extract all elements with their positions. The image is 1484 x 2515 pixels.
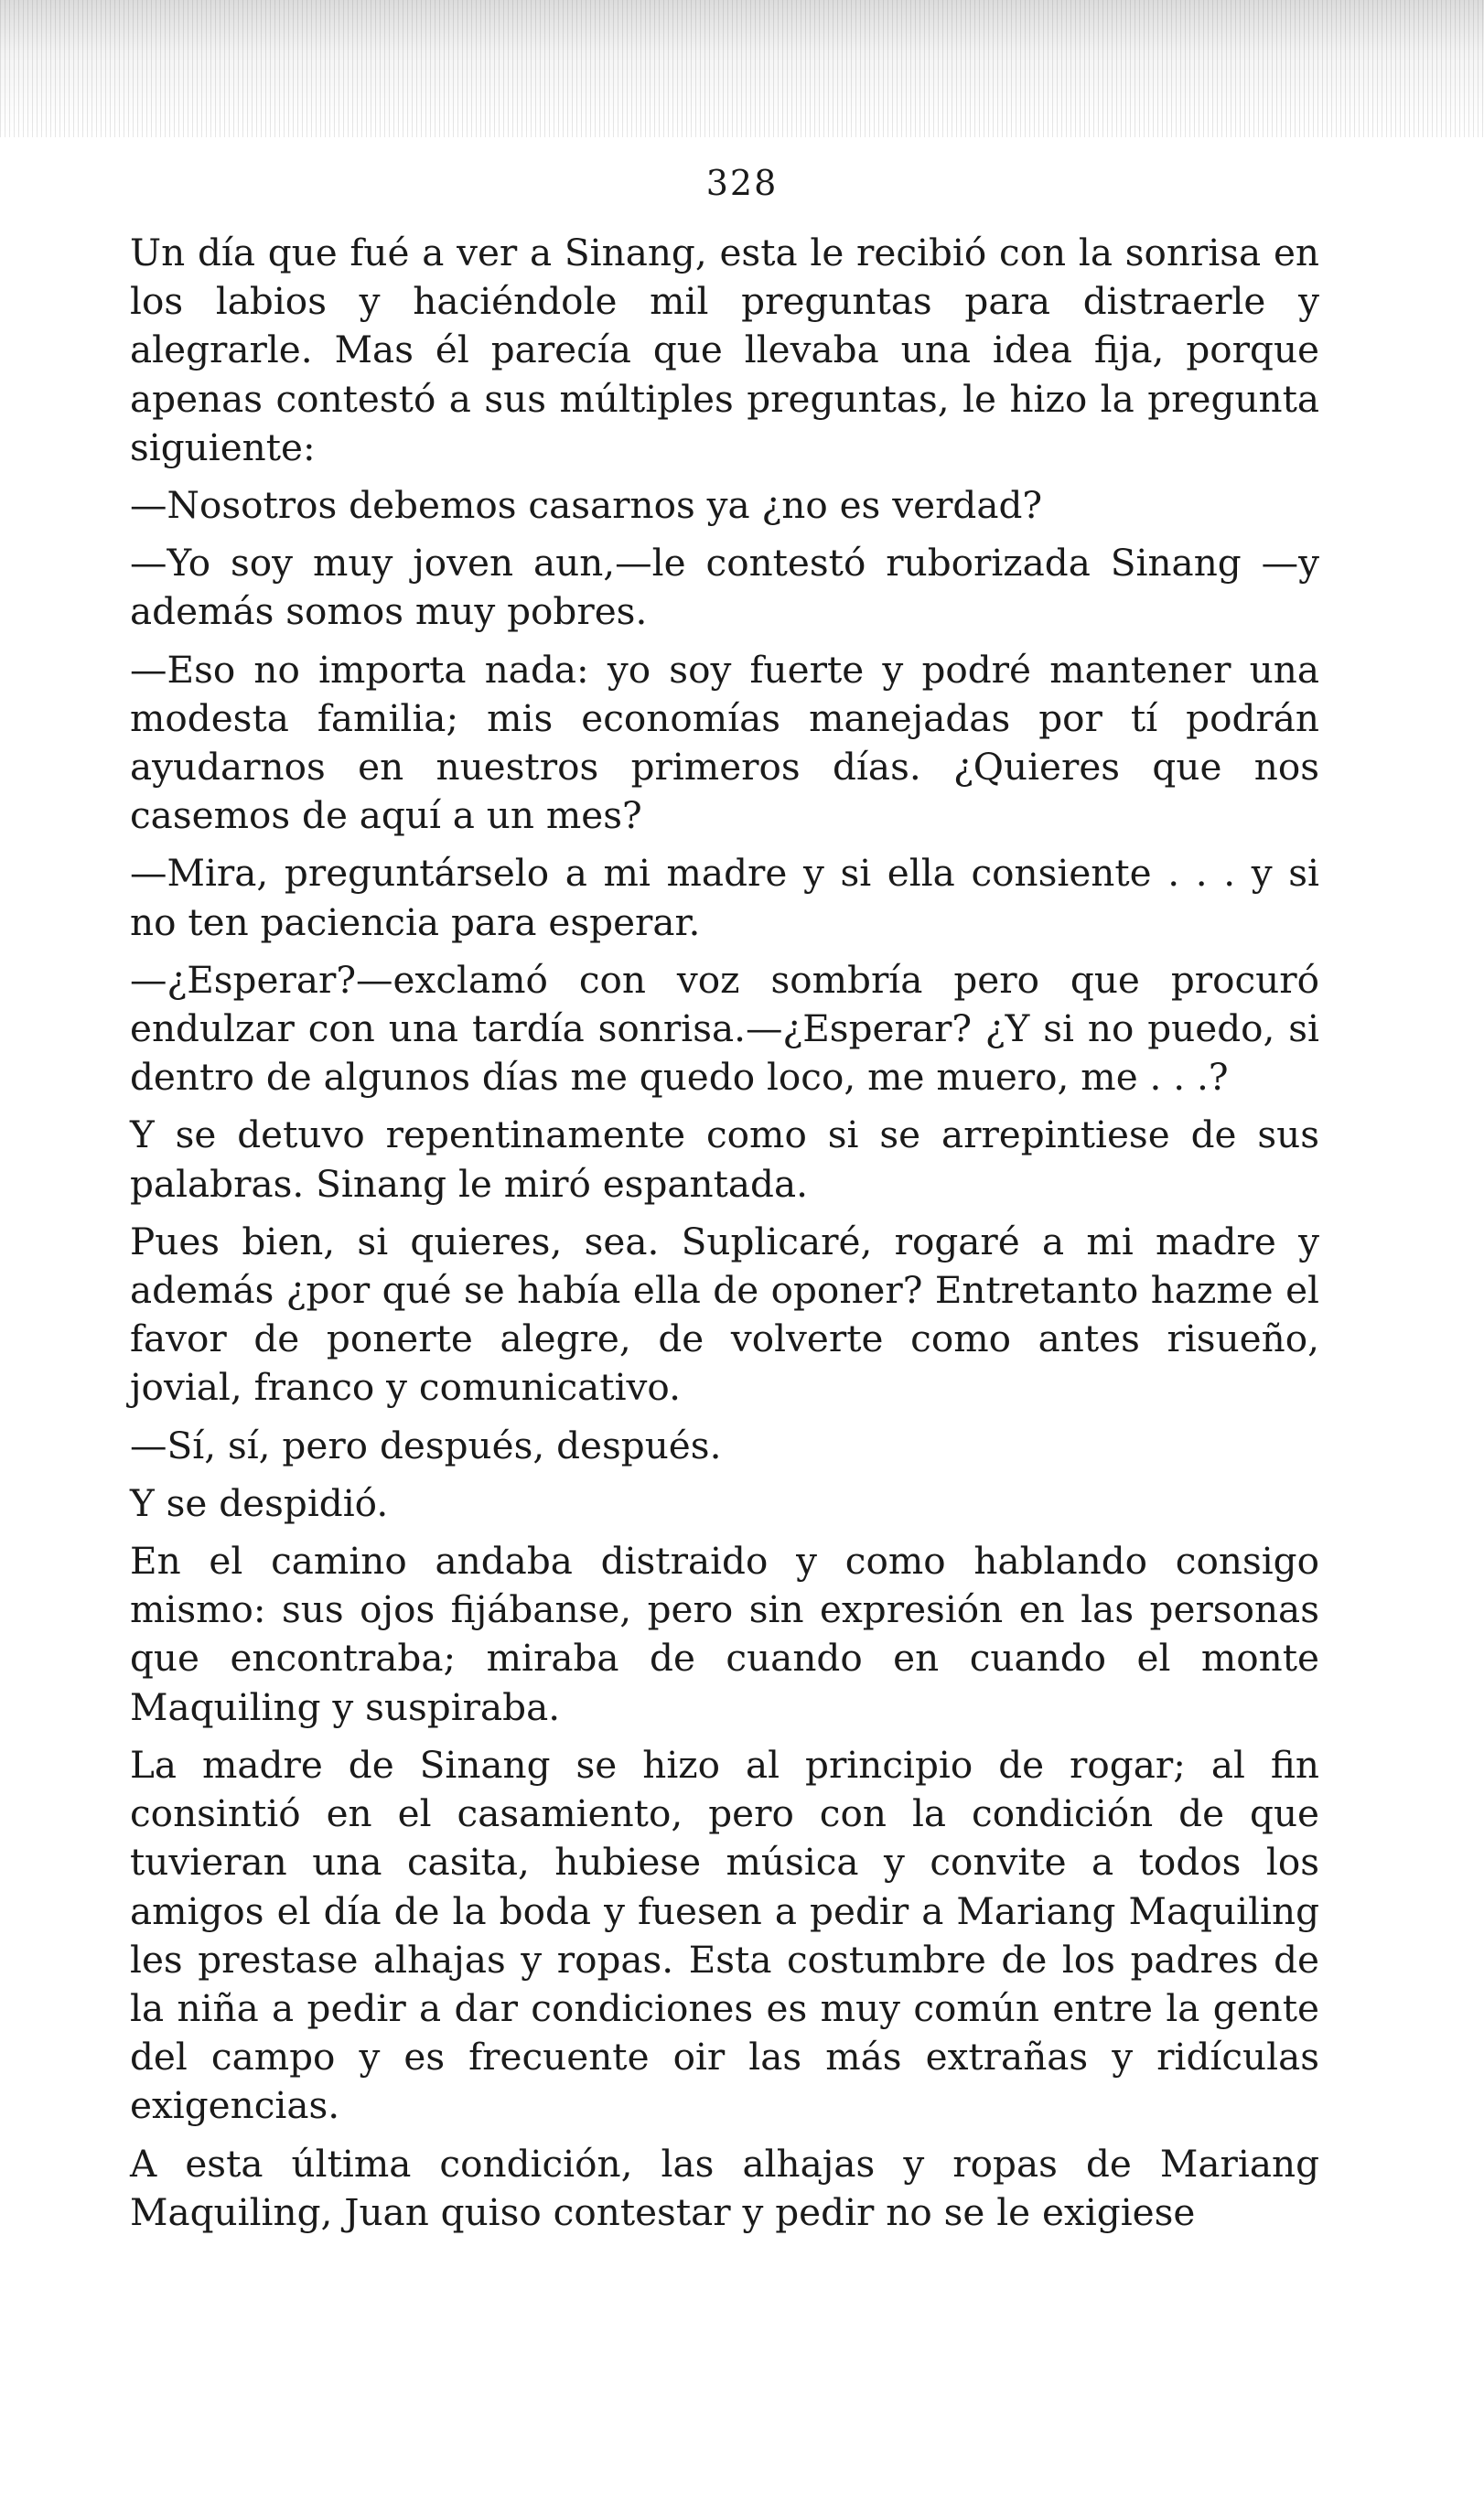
paragraph-5: —Mira, preguntárselo a mi madre y si ella consiente . . . y si no ten paciencia para esperar. xyxy=(130,851,1319,944)
paragraph-2: —Nosotros debemos casarnos ya ¿no es verdad? xyxy=(130,483,1043,528)
scan-top-edge xyxy=(0,0,1484,137)
paragraph-6: —¿Esperar?—exclamó con voz sombría pero que procuró endulzar con una tardía sonrisa.—¿Esperar? ¿Y si no puedo, si dentro de algunos días me quedo loco, me muero, me . . .? xyxy=(130,957,1319,1100)
paragraph-4: —Eso no importa nada: yo soy fuerte y podré mantener una modesta familia; mis economías manejadas por tí podrán ayudarnos en nuestros primeros días. ¿Quieres que nos casemos de aquí a un mes? xyxy=(130,647,1319,838)
paragraph-10: Y se despidió. xyxy=(130,1480,389,1525)
page-text xyxy=(130,229,1319,2237)
paragraph-1: Un día que fué a ver a Sinang, esta le recibió con la sonrisa en los labios y haciéndole mil preguntas para distraerle y alegrarle. Mas él parecía que llevaba una idea fija, porque apenas contestó a sus múltiples preguntas, le hizo la pregunta siguiente: xyxy=(130,231,1319,469)
paragraph-3: —Yo soy muy joven aun,—le contestó ruborizada Sinang —y además somos muy pobres. xyxy=(130,541,1319,634)
page-number: 328 xyxy=(705,163,779,203)
paragraph-12: La madre de Sinang se hizo al principio de rogar; al fin consintió en el casamiento, pero con la condición de que tuvieran una casita, hubiese música y convite a todos los amigos el día de la boda y fuesen a pedir a Mariang Maquiling les prestase alhajas y ropas. Esta costumbre de los padres de la niña a pedir a dar condiciones es muy común entre la gente del campo y es frecuente oir las más extrañas y ridículas exigencias. xyxy=(130,1742,1319,2128)
paragraph-11: En el camino andaba distraido y como hablando consigo mismo: sus ojos fijábanse, pero sin expresión en las personas que encontraba; miraba de cuando en cuando el monte Maquiling y suspiraba. xyxy=(130,1539,1319,1729)
paragraph-7: Y se detuvo repentinamente como si se arrepintiese de sus palabras. Sinang le miró espantada. xyxy=(130,1112,1319,1206)
paragraph-9: —Sí, sí, pero después, después. xyxy=(130,1423,722,1467)
paragraph-13: A esta última condición, las alhajas y ropas de Mariang Maquiling, Juan quiso contestar y pedir no se le exigiese xyxy=(130,2141,1319,2234)
paragraph-8: Pues bien, si quieres, sea. Suplicaré, rogaré a mi madre y además ¿por qué se había ella de oponer? Entretanto hazme el favor de ponerte alegre, de volverte como antes risueño, jovial, franco y comunicativo. xyxy=(130,1219,1319,1410)
